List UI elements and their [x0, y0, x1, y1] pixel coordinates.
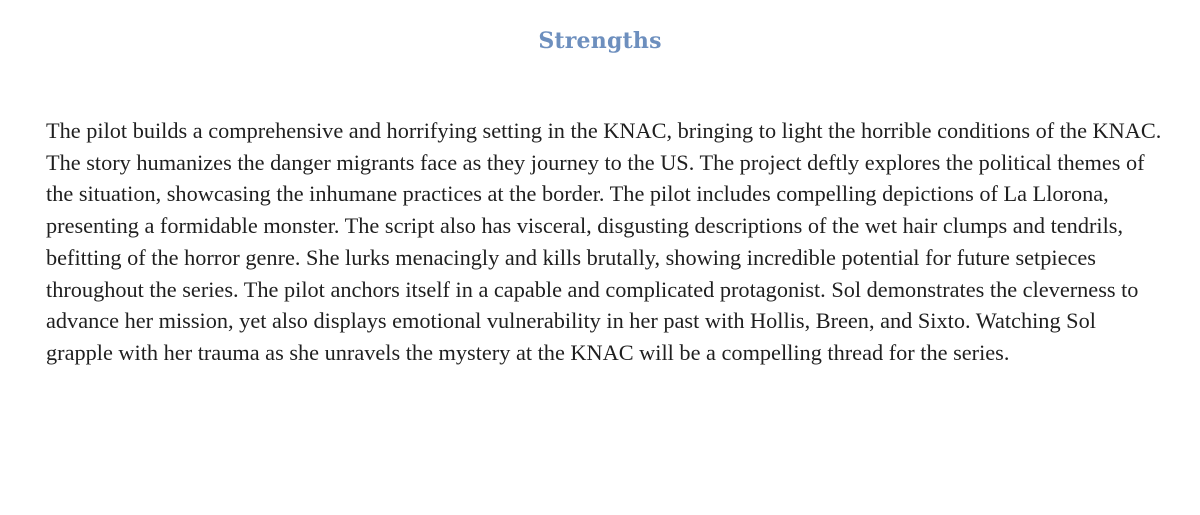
section-heading: Strengths — [538, 28, 662, 54]
strengths-paragraph: The pilot builds a comprehensive and horrifying setting in the KNAC, bringing to light the horrible conditions of the KNAC. The story humanizes the danger migrants face as they journey to the US. The project deftly explores the political themes of the situation, showcasing the inhumane practices at the border. The pilot includes compelling depictions of La Llorona, presenting a formidable monster. The script also has visceral, disgusting descriptions of the wet hair clumps and tendrils, befitting of the horror genre. She lurks menacingly and kills brutally, showing incredible potential for future setpieces throughout the series. The pilot anchors itself in a capable and complicated protagonist. Sol demonstrates the cleverness to advance her mission, yet also displays emotional vulnerability in her past with Hollis, Breen, and Sixto. Watching Sol grapple with her trauma as she unravels the mystery at the KNAC will be a compelling thread for the series. — [46, 118, 1162, 365]
